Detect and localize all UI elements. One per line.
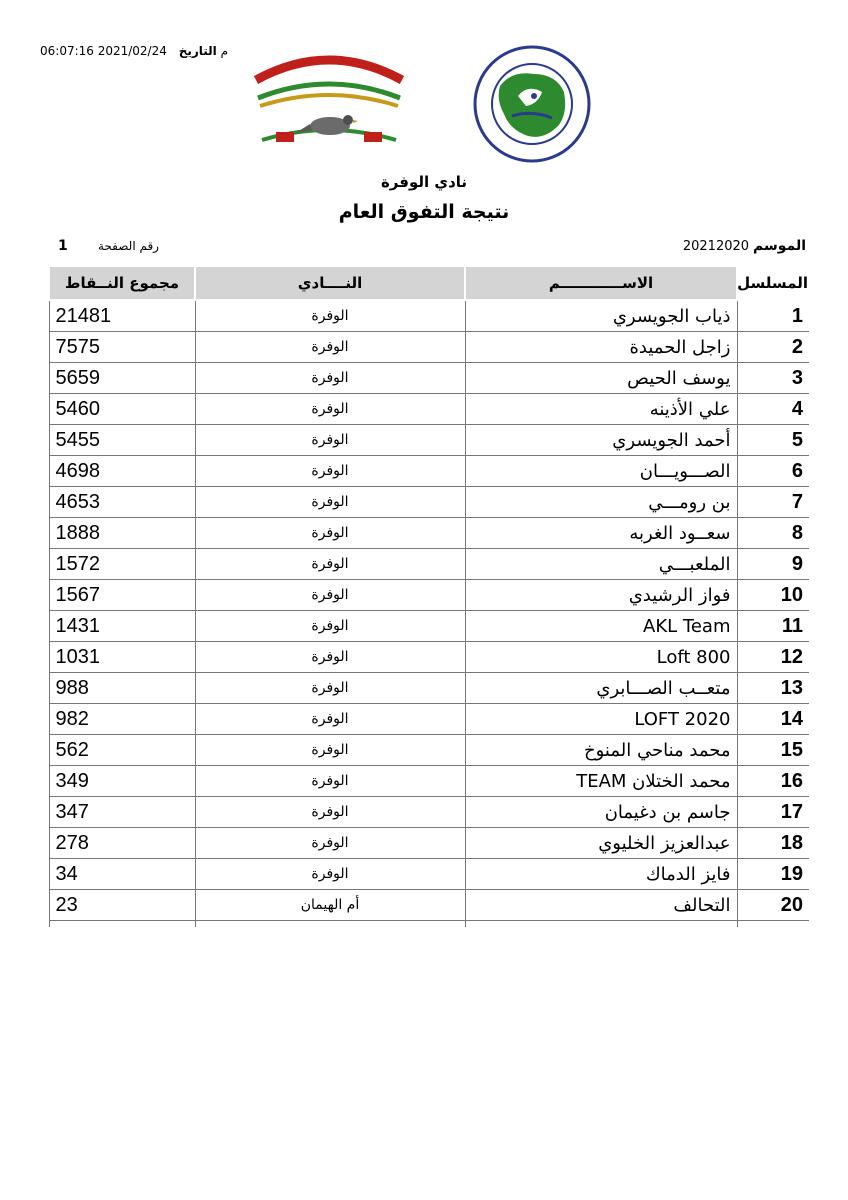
points-cell: 34 (49, 859, 195, 890)
name-cell: محمد الختلان TEAM (465, 766, 737, 797)
name-cell: AKL Team (465, 611, 737, 642)
table-row (49, 859, 809, 890)
edge-cell (465, 921, 737, 928)
club-cell: الوفرة (195, 642, 465, 673)
name-cell: سعــود الغربه (465, 518, 737, 549)
club-cell: الوفرة (195, 673, 465, 704)
club-name: نادي الوفرة (380, 173, 468, 191)
serial-cell: 16 (737, 766, 809, 797)
name-cell: فواز الرشيدي (465, 580, 737, 611)
table-row (49, 394, 809, 425)
club-cell: أم الهيمان (195, 890, 465, 921)
club-logo (248, 46, 410, 154)
club-cell: الوفرة (195, 363, 465, 394)
serial-cell: 7 (737, 487, 809, 518)
name-cell: متعــب الصـــابري (465, 673, 737, 704)
serial-cell: 11 (737, 611, 809, 642)
serial-cell: 20 (737, 890, 809, 921)
name-cell: فايز الدماك (465, 859, 737, 890)
table-row (49, 890, 809, 921)
name-cell: بن رومـــي (465, 487, 737, 518)
points-cell: 347 (49, 797, 195, 828)
date-label: التاريخ (178, 44, 217, 58)
name-cell: يوسف الحيص (465, 363, 737, 394)
table-row (49, 735, 809, 766)
serial-cell: 1 (737, 300, 809, 332)
club-cell: الوفرة (195, 425, 465, 456)
points-cell: 278 (49, 828, 195, 859)
season (683, 238, 806, 254)
results-table (48, 265, 810, 927)
points-cell: 5460 (49, 394, 195, 425)
serial-cell: 14 (737, 704, 809, 735)
table-row (49, 487, 809, 518)
page-number-value: 1 (58, 238, 68, 254)
name-cell: ذياب الجويسري (465, 300, 737, 332)
name-cell: جاسم بن دغيمان (465, 797, 737, 828)
edge-cell (49, 921, 195, 928)
points-cell: 349 (49, 766, 195, 797)
report-title: نتيجة التفوق العام (338, 201, 510, 223)
points-cell: 1567 (49, 580, 195, 611)
serial-cell: 4 (737, 394, 809, 425)
table-row (49, 518, 809, 549)
report-date (40, 44, 228, 58)
club-cell: الوفرة (195, 735, 465, 766)
table-row (49, 300, 809, 332)
points-cell: 4653 (49, 487, 195, 518)
club-cell: الوفرة (195, 518, 465, 549)
club-cell: الوفرة (195, 456, 465, 487)
name-cell: أحمد الجويسري (465, 425, 737, 456)
table-bottom-edge (49, 921, 809, 928)
club-cell: الوفرة (195, 828, 465, 859)
points-cell: 988 (49, 673, 195, 704)
page-number (58, 238, 159, 254)
name-cell: الصـــويـــان (465, 456, 737, 487)
name-cell: زاجل الحميدة (465, 332, 737, 363)
points-cell: 1888 (49, 518, 195, 549)
table-row (49, 766, 809, 797)
points-cell: 4698 (49, 456, 195, 487)
points-cell: 21481 (49, 300, 195, 332)
points-cell: 23 (49, 890, 195, 921)
table-row (49, 673, 809, 704)
name-cell: عبدالعزيز الخليوي (465, 828, 737, 859)
table-row (49, 642, 809, 673)
table-row (49, 332, 809, 363)
table-row (49, 456, 809, 487)
club-cell: الوفرة (195, 300, 465, 332)
name-cell: محمد مناحي المنوخ (465, 735, 737, 766)
serial-cell: 19 (737, 859, 809, 890)
table-row (49, 580, 809, 611)
name-cell: Loft 800 (465, 642, 737, 673)
serial-cell: 8 (737, 518, 809, 549)
points-cell: 5455 (49, 425, 195, 456)
table-row (49, 549, 809, 580)
serial-cell: 3 (737, 363, 809, 394)
name-cell: التحالف (465, 890, 737, 921)
points-cell: 982 (49, 704, 195, 735)
points-cell: 1031 (49, 642, 195, 673)
club-cell: الوفرة (195, 549, 465, 580)
club-cell: الوفرة (195, 859, 465, 890)
club-cell: الوفرة (195, 611, 465, 642)
serial-cell: 5 (737, 425, 809, 456)
season-label: الموسم (753, 238, 806, 254)
name-cell: علي الأذينه (465, 394, 737, 425)
points-cell: 1572 (49, 549, 195, 580)
serial-cell: 6 (737, 456, 809, 487)
table-row (49, 828, 809, 859)
club-cell: الوفرة (195, 332, 465, 363)
table-row (49, 425, 809, 456)
club-cell: الوفرة (195, 580, 465, 611)
points-cell: 5659 (49, 363, 195, 394)
points-cell: 7575 (49, 332, 195, 363)
date-value: 06:07:16 2021/02/24 م (40, 44, 229, 58)
club-cell: الوفرة (195, 797, 465, 828)
club-cell: الوفرة (195, 766, 465, 797)
serial-cell: 12 (737, 642, 809, 673)
results-body (49, 300, 809, 927)
table-row (49, 797, 809, 828)
points-cell: 1431 (49, 611, 195, 642)
serial-cell: 17 (737, 797, 809, 828)
serial-cell: 2 (737, 332, 809, 363)
club-cell: الوفرة (195, 487, 465, 518)
table-row (49, 363, 809, 394)
column-header-points: مجموع النــقاط (49, 266, 195, 300)
table-header-row (49, 266, 809, 300)
column-header-club: النــــادي (195, 266, 465, 300)
column-header-name: الاســــــــــــم (465, 266, 737, 300)
table-row (49, 611, 809, 642)
page-number-label: رقم الصفحة (98, 239, 159, 253)
serial-cell: 9 (737, 549, 809, 580)
club-cell: الوفرة (195, 704, 465, 735)
serial-cell: 13 (737, 673, 809, 704)
name-cell: الملعبـــي (465, 549, 737, 580)
federation-logo (472, 44, 592, 164)
serial-cell: 10 (737, 580, 809, 611)
edge-cell (737, 921, 809, 928)
serial-cell: 15 (737, 735, 809, 766)
points-cell: 562 (49, 735, 195, 766)
column-header-serial: المسلسل (737, 266, 809, 300)
season-value: 20212020 (682, 239, 750, 254)
serial-cell: 18 (737, 828, 809, 859)
club-cell: الوفرة (195, 394, 465, 425)
table-row (49, 704, 809, 735)
edge-cell (195, 921, 465, 928)
name-cell: LOFT 2020 (465, 704, 737, 735)
